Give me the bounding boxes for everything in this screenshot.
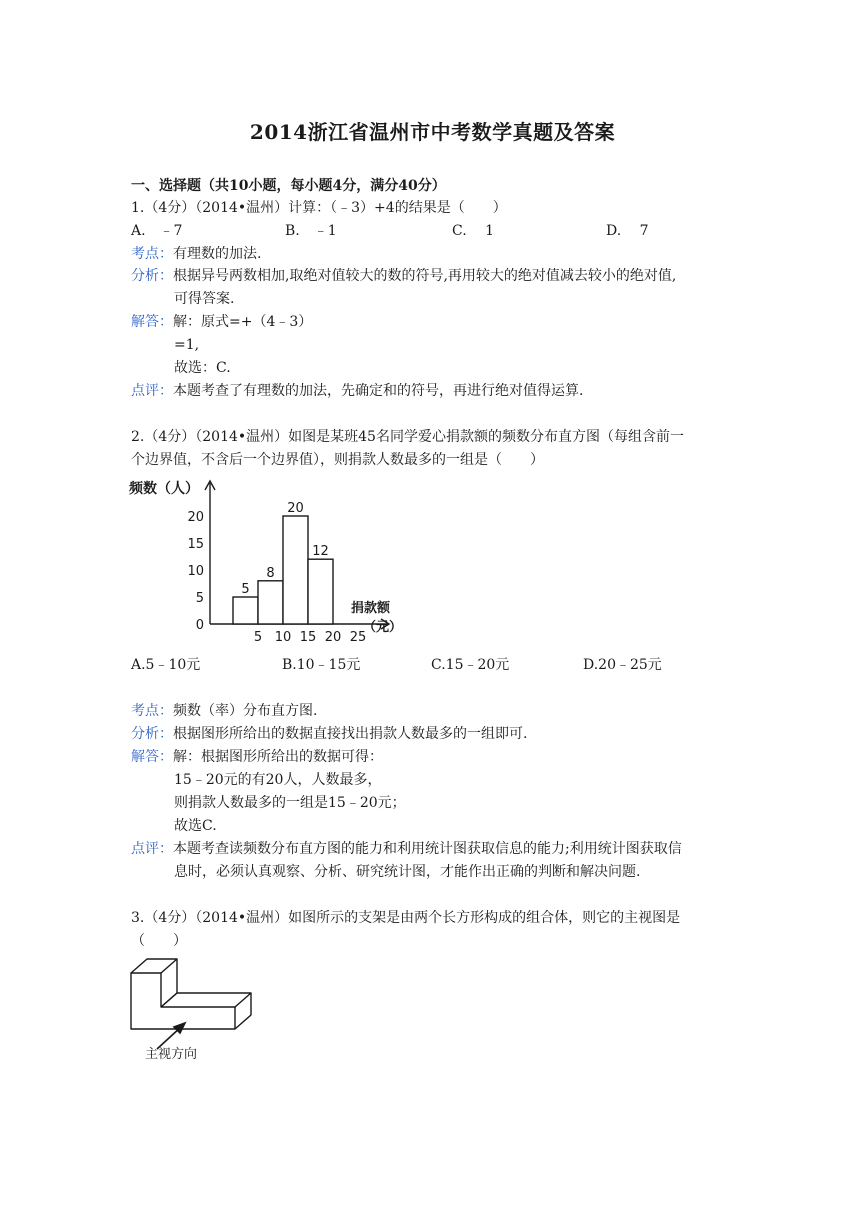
bracket-top-face bbox=[131, 959, 177, 973]
bracket-figure bbox=[125, 955, 275, 1065]
q2-stem-1: 2.（4分）（2014•温州）如图是某班45名同学爱心捐款额的频数分布直方图（每组含前一 bbox=[131, 429, 684, 445]
x-tick-label: 5 bbox=[253, 630, 263, 645]
y-tick-label: 20 bbox=[187, 510, 204, 525]
bar-value-label: 8 bbox=[266, 565, 275, 581]
q2-option-d[interactable]: D.20﹣25元 bbox=[583, 657, 662, 673]
histogram-bar bbox=[308, 559, 333, 624]
section-header: 一、选择题（共10小题，每小题4分，满分40分） bbox=[131, 178, 446, 194]
fenxi-text: 根据异号两数相加,取绝对值较大的数的符号,再用较大的绝对值减去较小的绝对值, bbox=[173, 268, 677, 284]
y-tick-label: 10 bbox=[187, 564, 204, 579]
q2-dianping bbox=[131, 839, 682, 859]
y-tick-label: 5 bbox=[195, 591, 204, 606]
q1-jieda-3: 故选：C. bbox=[174, 360, 231, 376]
y-tick-label: 0 bbox=[195, 618, 204, 633]
bracket-step-face bbox=[161, 993, 251, 1007]
q2-option-a[interactable]: A.5﹣10元 bbox=[131, 657, 201, 673]
q2-jieda-3: 则捐款人数最多的一组是15﹣20元； bbox=[174, 795, 406, 811]
histogram-bar bbox=[233, 597, 258, 624]
kaodian-label: 考点： bbox=[131, 246, 173, 262]
bracket-front-face bbox=[131, 973, 235, 1029]
q2-jieda-4: 故选C. bbox=[174, 818, 217, 834]
histogram-chart bbox=[125, 475, 425, 650]
y-axis-title: 频数（人） bbox=[129, 481, 199, 497]
kaodian-text: 有理数的加法. bbox=[173, 246, 262, 262]
q1-stem: 1.（4分）（2014•温州）计算：（﹣3）+4的结果是（ ） bbox=[131, 200, 507, 216]
q2-dianping-cont: 息时，必须认真观察、分析、研究统计图，才能作出正确的判断和解决问题. bbox=[174, 864, 641, 880]
q1-jieda bbox=[131, 312, 312, 332]
dianping-label: 点评： bbox=[131, 383, 173, 399]
q1-fenxi bbox=[131, 266, 676, 286]
histogram-bar bbox=[258, 581, 283, 624]
q1-option-b[interactable]: B. ﹣1 bbox=[285, 223, 337, 239]
jieda-label: 解答： bbox=[131, 314, 173, 330]
q2-option-b[interactable]: B.10﹣15元 bbox=[282, 657, 361, 673]
dianping-label: 点评： bbox=[131, 841, 173, 857]
view-direction-label: 主视方向 bbox=[145, 1047, 198, 1062]
q1-option-c[interactable]: C. 1 bbox=[452, 223, 495, 239]
q2-kaodian bbox=[131, 701, 317, 721]
dianping-text: 本题考查读频数分布直方图的能力和利用统计图获取信息的能力;利用统计图获取信 bbox=[173, 841, 682, 857]
bar-value-label: 20 bbox=[287, 501, 304, 516]
histogram-bar bbox=[283, 516, 308, 624]
fenxi-text: 根据图形所给出的数据直接找出捐款人数最多的一组即可. bbox=[173, 726, 528, 742]
fenxi-label: 分析： bbox=[131, 268, 173, 284]
q1-option-d[interactable]: D. 7 bbox=[606, 223, 649, 239]
x-tick-label: 20 bbox=[324, 630, 342, 645]
q3-stem-1: 3.（4分）（2014•温州）如图所示的支架是由两个长方形构成的组合体，则它的主视图是 bbox=[131, 910, 681, 926]
x-tick-label: 10 bbox=[274, 630, 292, 645]
q2-fenxi bbox=[131, 724, 527, 744]
q1-jieda-2: =1, bbox=[174, 337, 200, 353]
x-axis-unit: （元） bbox=[363, 620, 403, 635]
q2-jieda-2: 15﹣20元的有20人，人数最多， bbox=[174, 772, 382, 788]
bracket-right-side bbox=[235, 993, 251, 1029]
q2-stem-2: 个边界值，不含后一个边界值），则捐款人数最多的一组是（ ） bbox=[131, 452, 544, 468]
x-tick-label: 15 bbox=[299, 630, 317, 645]
q1-fenxi-cont: 可得答案. bbox=[174, 291, 235, 307]
q1-option-a[interactable]: A. ﹣7 bbox=[131, 223, 183, 239]
kaodian-label: 考点： bbox=[131, 703, 173, 719]
x-axis-title: 捐款额 bbox=[351, 601, 391, 616]
y-tick-label: 15 bbox=[187, 537, 204, 552]
jieda-text: 解：根据图形所给出的数据可得： bbox=[173, 749, 383, 765]
x-tick-label: 25 bbox=[349, 630, 367, 645]
jieda-label: 解答： bbox=[131, 749, 173, 765]
fenxi-label: 分析： bbox=[131, 726, 173, 742]
q2-option-c[interactable]: C.15﹣20元 bbox=[431, 657, 510, 673]
jieda-text: 解：原式=+（4﹣3） bbox=[173, 314, 313, 330]
q1-kaodian bbox=[131, 244, 261, 264]
document-title: 2014浙江省温州市中考数学真题及答案 bbox=[249, 120, 616, 144]
dianping-text: 本题考查了有理数的加法，先确定和的符号，再进行绝对值得运算. bbox=[173, 383, 584, 399]
q1-dianping bbox=[131, 381, 583, 401]
q3-stem-2: （ ） bbox=[131, 933, 187, 949]
bar-value-label: 5 bbox=[241, 582, 250, 597]
kaodian-text: 频数（率）分布直方图. bbox=[173, 703, 318, 719]
bar-value-label: 12 bbox=[312, 544, 329, 560]
q2-jieda bbox=[131, 747, 383, 767]
